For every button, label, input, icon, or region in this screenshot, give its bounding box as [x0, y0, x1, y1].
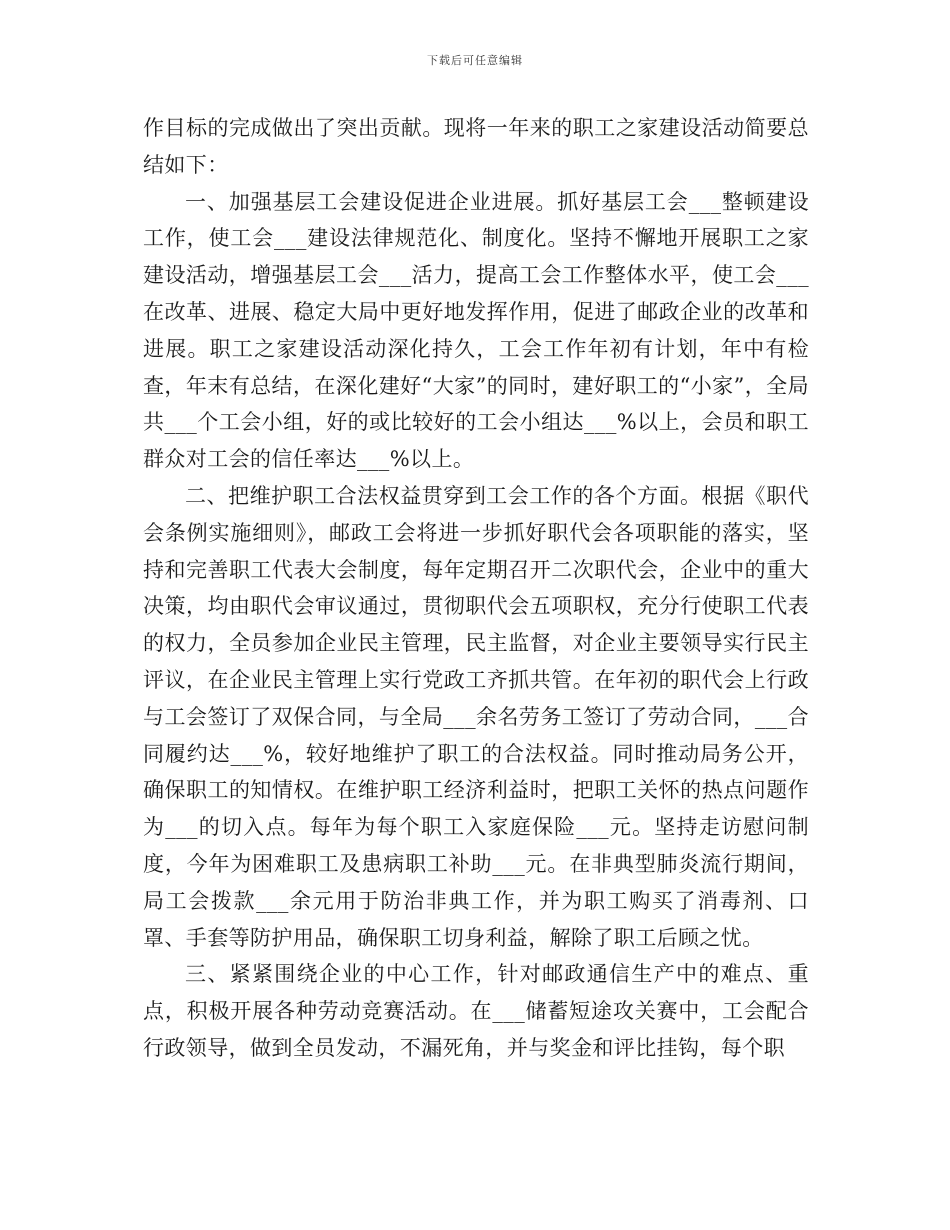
paragraph-section-3: 三、紧紧围绕企业的中心工作，针对邮政通信生产中的难点、重点，积极开展各种劳动竞赛活动。在___储蓄短途攻关赛中，工会配合行政领导，做到全员发动，不漏死角，并与奖金和评比挂钩，每个职 [143, 962, 809, 1060]
paragraph-intro: 作目标的完成做出了突出贡献。现将一年来的职工之家建设活动简要总结如下： [143, 116, 809, 177]
document-body [143, 110, 809, 1067]
paragraph-section-1: 一、加强基层工会建设促进企业进展。抓好基层工会___整顿建设工作，使工会___建设法律规范化、制度化。坚持不懈地开展职工之家建设活动，增强基层工会___活力，提高工会工作整体水平，使工会___在改革、进展、稳定大局中更好地发挥作用，促进了邮政企业的改革和进展。职工之家建设活动深化持久，工会工作年初有计划，年中有检查，年末有总结，在深化建好“大家”的同时，建好职工的“小家”，全局共___个工会小组，好的或比较好的工会小组达___%以上，会员和职工群众对工会的信任率达___%以上。 [143, 189, 809, 472]
paragraph-section-2: 二、把维护职工合法权益贯穿到工会工作的各个方面。根据《职代会条例实施细则》，邮政工会将进一步抓好职代会各项职能的落实，坚持和完善职工代表大会制度，每年定期召开二次职代会，企业中的重大决策，均由职代会审议通过，贯彻职代会五项职权，充分行使职工代表的权力，全员参加企业民主管理，民主监督，对企业主要领导实行民主评议，在企业民主管理上实行党政工齐抓共管。在年初的职代会上行政与工会签订了双保合同，与全局___余名劳务工签订了劳动合同，___合同履约达___%，较好地维护了职工的合法权益。同时推动局务公开，确保职工的知情权。在维护职工经济利益时，把职工关怀的热点问题作为___的切入点。每年为每个职工入家庭保险___元。坚持走访慰问制度，今年为困难职工及患病职工补助___元。在非典型肺炎流行期间，局工会拨款___余元用于防治非典工作，并为职工购买了消毒剂、口罩、手套等防护用品，确保职工切身利益，解除了职工后顾之忧。 [143, 483, 809, 950]
page-header: 下载后可任意编辑 [427, 54, 523, 67]
